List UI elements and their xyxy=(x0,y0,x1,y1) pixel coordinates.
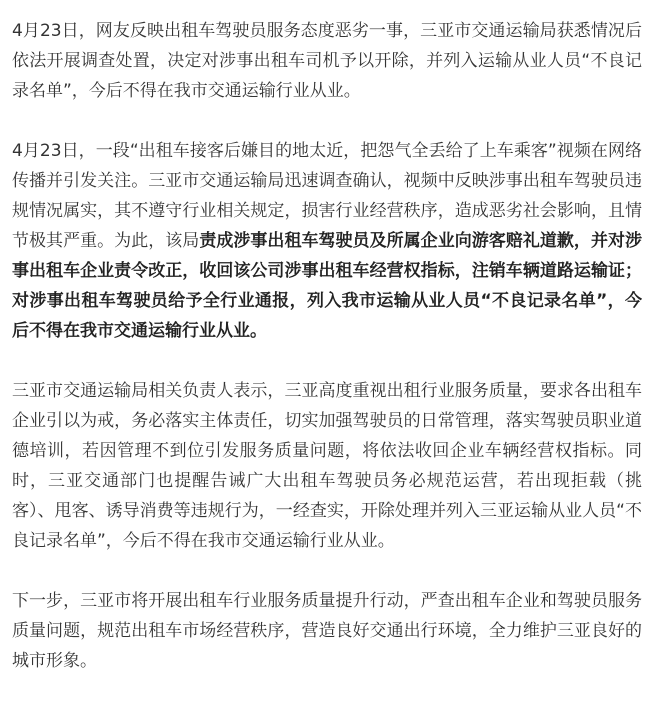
paragraph-4: 下一步，三亚市将开展出租车行业服务质量提升行动，严查出租车企业和驾驶员服务质量问题，规范出租车市场经营秩序，营造良好交通出行环境，全力维护三亚良好的城市形象。 xyxy=(12,591,642,671)
paragraph-2 xyxy=(12,136,642,346)
paragraph-2-bold-text: 责成涉事出租车驾驶员及所属企业向游客赔礼道歉，并对涉事出租车企业责令改正，收回该公司涉事出租车经营权指标，注销车辆道路运输证；对涉事出租车驾驶员给予全行业通报，列入我市运输从业人员“不良记录名单”，今后不得在我市交通运输行业从业。 xyxy=(12,231,643,341)
paragraph-2-text: 4月23日，一段“出租车接客后嫌目的地太近，把怨气全丢给了上车乘客”视频在网络传播并引发关注。三亚市交通运输局迅速调查确认，视频中反映涉事出租车驾驶员违规情况属实，其不遵守行业相关规定，损害行业经营秩序，造成恶劣社会影响，且情节极其严重。为此，该局 xyxy=(12,141,642,251)
paragraph-3: 三亚市交通运输局相关负责人表示，三亚高度重视出租行业服务质量，要求各出租车企业引以为戒，务必落实主体责任，切实加强驾驶员的日常管理，落实驾驶员职业道德培训，若因管理不到位引发服务质量问题，将依法收回企业车辆经营权指标。同时，三亚交通部门也提醒告诫广大出租车驾驶员务必规范运营，若出现拒载（挑客）、甩客、诱导消费等违规行为，一经查实，开除处理并列入三亚运输从业人员“不良记录名单”，今后不得在我市交通运输行业从业。 xyxy=(12,381,642,551)
paragraph-1: 4月23日，网友反映出租车驾驶员服务态度恶劣一事，三亚市交通运输局获悉情况后依法开展调查处置，决定对涉事出租车司机予以开除，并列入运输从业人员“不良记录名单”，今后不得在我市交通运输行业从业。 xyxy=(12,21,642,101)
